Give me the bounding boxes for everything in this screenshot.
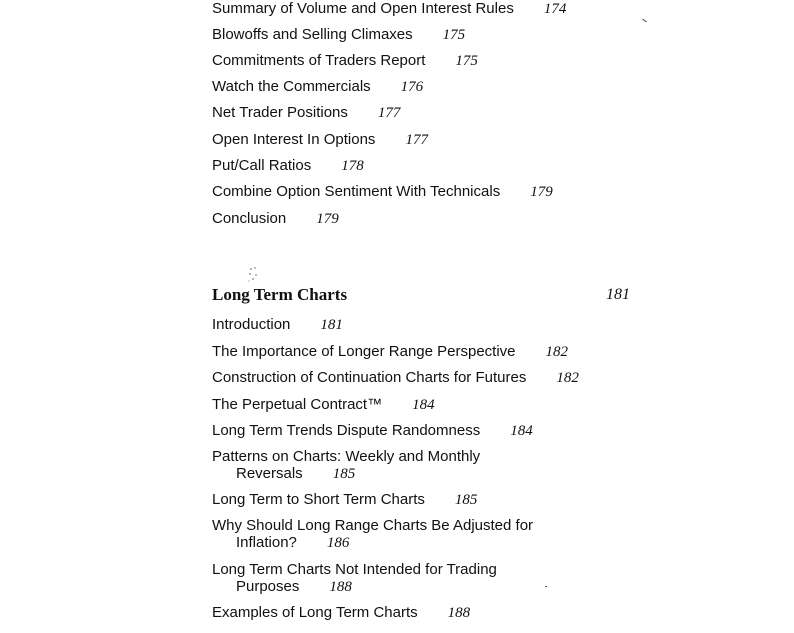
toc-entry-title-continued: Inflation? <box>236 534 297 551</box>
toc-entry <box>212 369 579 387</box>
toc-entry-title: Patterns on Charts: Weekly and Monthly <box>212 448 481 465</box>
scan-smudge <box>246 265 260 285</box>
toc-entry-title: Construction of Continuation Charts for Futures <box>212 369 527 386</box>
toc-entry-page: 179 <box>530 184 553 200</box>
toc-entry-page: 175 <box>455 53 478 69</box>
toc-entry <box>212 131 428 149</box>
toc-entry <box>212 604 470 622</box>
toc-entry-page: 186 <box>326 535 350 551</box>
toc-entry-page: 177 <box>405 132 428 148</box>
toc-entry <box>212 26 465 44</box>
toc-entry-page: 174 <box>543 1 567 17</box>
toc-entry <box>212 343 568 361</box>
toc-entry-page: 179 <box>316 211 339 227</box>
toc-entry-page: 184 <box>412 397 435 413</box>
scan-speck <box>545 586 547 587</box>
toc-entry-title: The Importance of Longer Range Perspective <box>212 343 516 360</box>
toc-entry-page: 175 <box>442 27 466 43</box>
toc-entry <box>212 0 566 18</box>
toc-entry-page: 185 <box>332 466 356 482</box>
toc-entry-title: Open Interest In Options <box>212 131 376 148</box>
chapter-title: Long Term Charts <box>212 285 348 304</box>
scan-speck <box>642 19 647 23</box>
toc-entry <box>212 52 478 70</box>
toc-entry-page: 177 <box>377 105 401 121</box>
toc-entry <box>212 78 423 96</box>
toc-entry <box>212 316 343 334</box>
toc-entry-page: 188 <box>447 605 471 621</box>
toc-entry-title: Blowoffs and Selling Climaxes <box>212 26 413 43</box>
toc-entry-page: 182 <box>545 344 569 360</box>
toc-entry <box>212 491 477 509</box>
chapter-page: 181 <box>606 286 630 303</box>
toc-entry-title: Introduction <box>212 316 291 333</box>
toc-entry <box>212 448 480 483</box>
toc-entry-title: Why Should Long Range Charts Be Adjusted for <box>212 517 534 534</box>
toc-entry-page: 181 <box>320 317 343 333</box>
toc-entry-title: Long Term Charts Not Intended for Trading <box>212 561 497 578</box>
toc-entry-title: Examples of Long Term Charts <box>212 604 418 621</box>
toc-entry-page: 185 <box>454 492 478 508</box>
toc-entry-page: 176 <box>400 79 424 95</box>
toc-entry <box>212 561 497 596</box>
toc-entry-title: Combine Option Sentiment With Technicals <box>212 183 501 200</box>
toc-entry-title: Commitments of Traders Report <box>212 52 426 69</box>
toc-entry-title: Summary of Volume and Open Interest Rules <box>212 0 514 17</box>
toc-entry <box>212 517 533 552</box>
toc-entry <box>212 396 435 414</box>
toc-entry-page: 188 <box>329 579 352 595</box>
toc-entry-title: Watch the Commercials <box>212 78 371 95</box>
toc-entry <box>212 210 339 228</box>
toc-entry <box>212 104 400 122</box>
toc-entry-title: Net Trader Positions <box>212 104 348 121</box>
toc-entry-title: The Perpetual Contract™ <box>212 396 383 413</box>
toc-entry <box>212 157 364 175</box>
toc-entry-title: Long Term to Short Term Charts <box>212 491 425 508</box>
toc-entry-page: 182 <box>556 370 579 386</box>
toc-entry-page: 184 <box>510 423 533 439</box>
toc-entry <box>212 422 533 440</box>
toc-entry-page: 178 <box>341 158 364 174</box>
toc-entry-title: Conclusion <box>212 210 287 227</box>
toc-entry-title: Put/Call Ratios <box>212 157 312 174</box>
toc-entry-title-continued: Reversals <box>236 465 303 482</box>
toc-entry-title-continued: Purposes <box>236 578 300 595</box>
toc-entry <box>212 183 553 201</box>
toc-entry-title: Long Term Trends Dispute Randomness <box>212 422 481 439</box>
